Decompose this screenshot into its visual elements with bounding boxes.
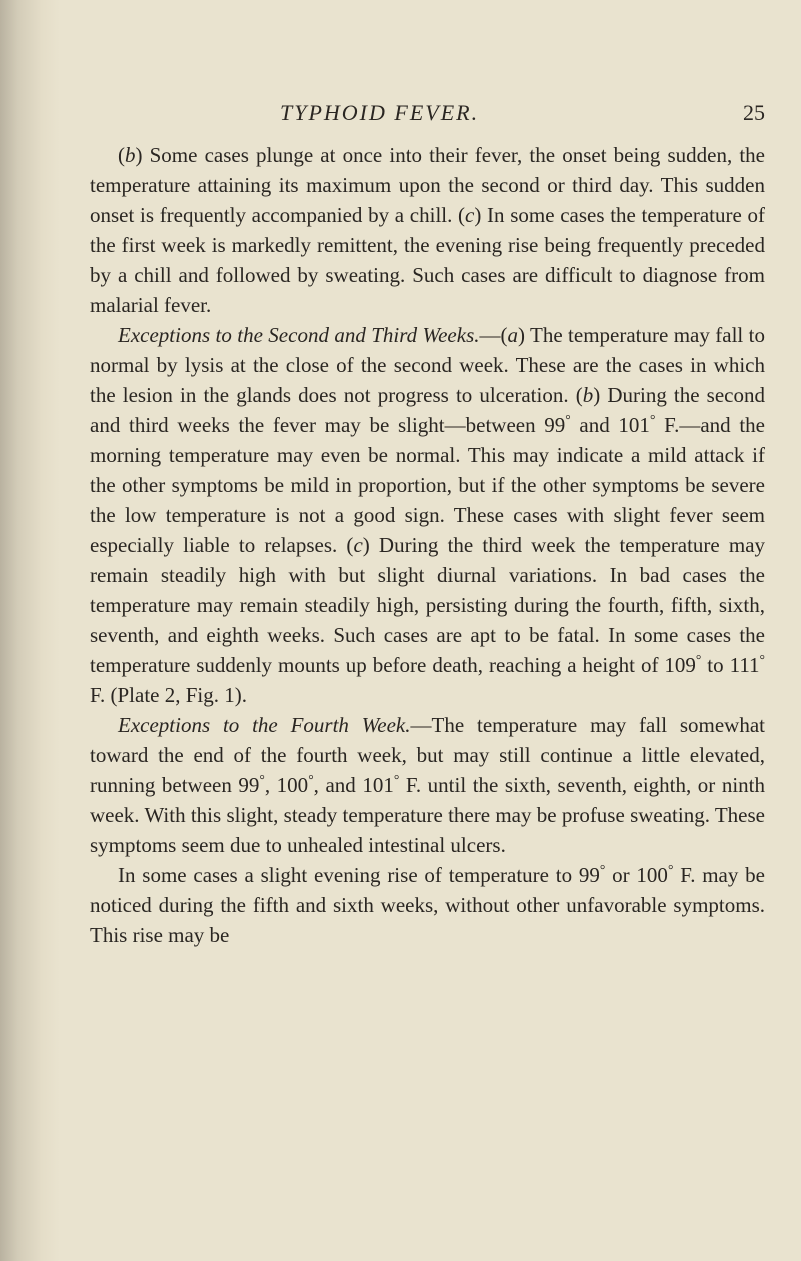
sentence-fourth-week-3: , and 101 [313,773,394,797]
sentence-evening-rise-1: In some cases a slight evening rise of temperature to 99 [118,863,600,887]
body-text [90,140,765,950]
sentence-slight-fever-3: F.—and the morning temperature may even be normal. This may indicate a mild attack if the other symptoms be mild in proportion, but if the other symptoms be severe the low temperature is not a good sign. These cases with slight fever seem especially liable to relapses. [90,413,765,557]
sentence-slight-fever-2: and 101 [570,413,650,437]
section-heading-second-third-weeks: Exceptions to the Second and Third Weeks. [118,323,480,347]
paragraph-evening-rise [90,860,765,950]
sentence-remittent: In some cases the temperature of the first week is markedly remittent, the evening rise being frequently preceded by a chill and followed by sweating. Such cases are difficult to diagnose from malarial fever. [90,203,765,317]
sentence-fourth-week-4: F. until the sixth, seventh, eighth, or ninth week. With this slight, steady temperature there may be profuse sweating. These symptoms seem due to unhealed intestinal ulcers. [90,773,765,857]
sentence-sudden-onset: Some cases plunge at once into their fever, the onset being sudden, the temperature attaining its maximum upon the second or third day. This sudden onset is frequently accompanied by a chill. [90,143,765,227]
degree-sign: ° [649,412,656,427]
sentence-lysis: The temperature may fall to normal by lysis at the close of the second week. These are the cases in which the lesion in the glands does not progress to ulceration. [90,323,765,407]
paragraph-fourth-week [90,710,765,860]
sentence-evening-rise-3: F. may be noticed during the fifth and sixth weeks, without other unfavorable symptoms. This rise may be [90,863,765,947]
list-label-c: c [353,533,363,557]
degree-sign: ° [308,772,314,787]
paragraph-onset-exceptions: (b) Some cases plunge at once into their fever, the onset being sudden, the temperature attaining its maximum upon the second or third day. This sudden onset is frequently accompanied by a chill. (c) In some cases the temperature of the first week is markedly remittent, the evening rise being frequently preceded by a chill and followed by sweating. Such cases are difficult to diagnose from malarial fever. [90,143,765,317]
page-number: 25 [743,100,765,125]
sentence-steady-high-1: During the third week the temperature may remain steadily high with but slight diurnal variations. In bad cases the temperature may remain steadily high, persisting during the fourth, fifth, sixth, seventh, and eighth weeks. Such cases are apt to be fatal. In some cases the temperature suddenly mounts up before death, reaching a height of 109 [90,533,766,677]
sentence-fourth-week-1: —The temperature may fall somewhat toward the end of the fourth week, but may still continue a little elevated, running between 99 [90,713,765,797]
degree-sign: ° [393,772,400,787]
page-header [90,100,765,130]
section-heading-fourth-week: Exceptions to the Fourth Week. [118,713,411,737]
running-title: TYPHOID FEVER. [280,100,480,125]
list-label-b: b [582,383,594,407]
paragraph-second-third-weeks: Exceptions to the Second and Third Weeks.—(a) The temperature may fall to normal by lysis at the close of the second week. These are the cases in which the lesion in the glands does not progress to ulceration. (b) During the second and third weeks the fever may be slight—between 99° and 101° F.—and the morning temperature may even be normal. This may indicate a mild attack if the other symptoms be mild in proportion, but if the other symptoms be severe the low temperature is not a good sign. These cases with slight fever seem especially liable to relapses. (c) During the third week the temperature may remain steadily high with but slight diurnal variations. In bad cases the temperature may remain steadily high, persisting during the fourth, fifth, sixth, seventh, and eighth weeks. Such cases are apt to be fatal. In some cases the temperature suddenly mounts up before death, reaching a height of 109° to 111° F. (Plate 2, Fig. 1). [90,323,766,707]
sentence-steady-high-2: to 111 [701,653,760,677]
binding-gutter-shadow [0,0,60,1261]
sentence-steady-high-3: F. (Plate 2, Fig. 1). [90,683,247,707]
degree-sign: ° [667,862,674,877]
degree-sign: ° [565,412,571,427]
degree-sign: ° [759,652,766,667]
degree-sign: ° [695,652,702,667]
list-label-c: c [465,203,475,227]
sentence-fourth-week-2: , 100 [264,773,309,797]
degree-sign: ° [259,772,265,787]
sentence-slight-fever-1: During the second and third weeks the fever may be slight—between 99 [90,383,765,437]
degree-sign: ° [599,862,606,877]
sentence-evening-rise-2: or 100 [605,863,668,887]
list-label-b: b [125,143,136,167]
list-label-a: a [507,323,518,347]
